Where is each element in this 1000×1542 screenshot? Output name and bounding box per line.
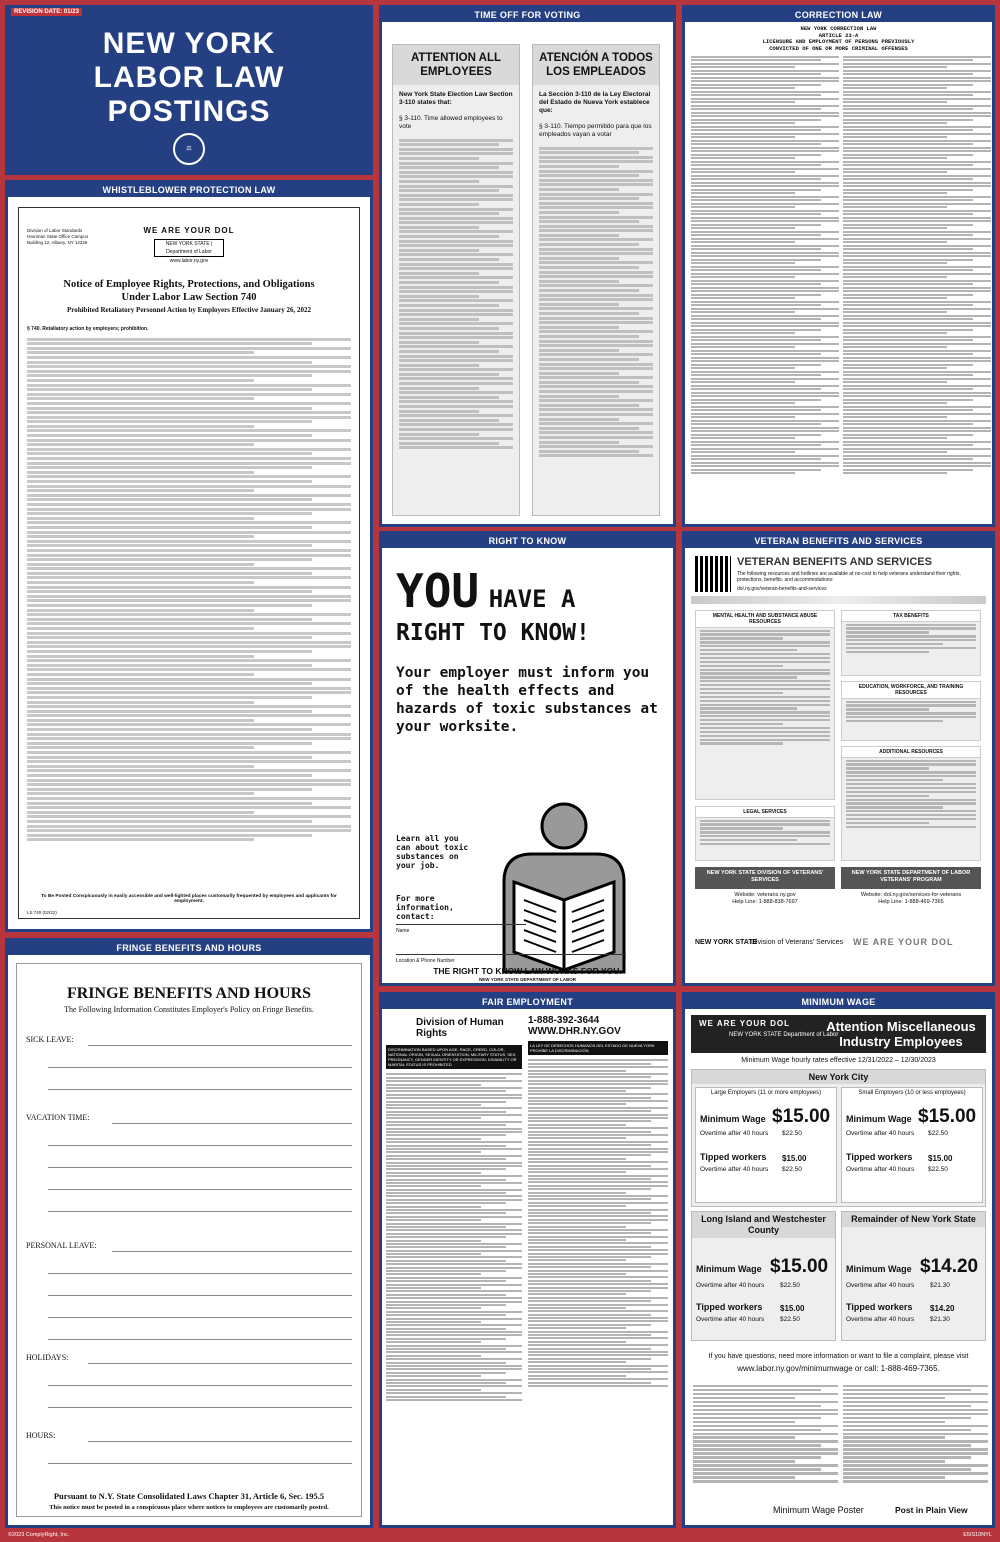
agency-address: Division of Labor Standards Harriman State Office Campus Building 12, Albany, NY 12226 (27, 228, 89, 245)
learn-text: Learn all you can about toxic substances on your job. (396, 834, 469, 870)
post-in-plain-view: Post in Plain View (895, 1505, 968, 1515)
fair-employment-spanish (528, 1013, 668, 1521)
right-to-know-law: THE RIGHT TO KNOW LAW WORKS FOR YOU. (433, 966, 622, 976)
dol-contact: Website: dol.ny.gov/services-for-veterans Help Line: 1-888-469-7365 (860, 892, 962, 905)
notice-body-text (27, 336, 351, 843)
questions-text: If you have questions, need more information or want to file a complaint, please visit (708, 1353, 969, 1360)
discrimination-box-es: LA LEY DE DERECHOS HUMANOS DEL ESTADO DE NUEVA YORK PROHÍBE LA DISCRIMINACIÓN (528, 1041, 668, 1055)
qr-code-icon (695, 556, 731, 592)
form-number: LS 740 (02/22) (27, 910, 57, 915)
minimum-wage-header: MINIMUM WAGE (685, 995, 992, 1009)
correction-law-panel (682, 5, 995, 527)
human-rights-logo: Division of Human Rights (416, 1017, 504, 1039)
voting-english-column: ATTENTION ALL EMPLOYEES New York State Election Law Section 3-110 states that: § 3-110. Time allowed employees to vote (392, 44, 520, 516)
whistleblower-header: WHISTLEBLOWER PROTECTION LAW (8, 183, 370, 197)
minimum-wage-poster-label: Minimum Wage Poster (773, 1505, 864, 1515)
flag-banner (691, 596, 986, 604)
voting-english-title: ATTENTION ALL EMPLOYEES (393, 45, 519, 85)
notice-footer: To Be Posted Conspicuously in easily accessible and well-lighted places customarily frequented by employees and applicants for employment. (41, 894, 337, 904)
revision-date: REVISION DATE: 01/23 (11, 8, 82, 16)
notice-title: Notice of Employee Rights, Protections, and Obligations Under Labor Law Section 740 Prohibited Retaliatory Personnel Action by Employers Effective January 26, 2022 (63, 279, 315, 314)
additional-resources-box: ADDITIONAL RESOURCES (841, 746, 981, 861)
minimum-wage-title: Attention Miscellaneous Industry Employees (826, 1019, 976, 1049)
voting-spanish-column: ATENCIÓN A TODOS LOS EMPLEADOS La Sección 3-110 de la Ley Electoral del Estado de Nueva York establece que: § 3-110. Tiempo permitido para que los empleados vayan a votar (532, 44, 660, 516)
minimum-wage-banner: WE ARE YOUR DOL NEW YORK STATE Department of Labor Attention Miscellaneous Industry Employees (691, 1015, 986, 1053)
fair-employment-panel (379, 992, 676, 1528)
you-have-a: YOU HAVE A (396, 564, 576, 618)
veterans-url: dol.ny.gov/veteran-benefits-and-services (737, 586, 827, 592)
effective-dates: Minimum Wage hourly rates effective 12/31/2022 – 12/30/2023 (741, 1057, 936, 1064)
veterans-header: VETERAN BENEFITS AND SERVICES (685, 534, 992, 548)
sick-leave-label: SICK LEAVE: (26, 1035, 74, 1044)
personal-leave-label: PERSONAL LEAVE: (26, 1241, 97, 1250)
fringe-benefits-panel (5, 938, 373, 1528)
nyc-small-employers: Small Employers (10 or less employees) Minimum Wage $15.00 Overtime after 40 hours $22.50 Tipped workers $15.00 Overtime after 40 hours $22.50 (841, 1087, 983, 1203)
section-heading: § 740. Retaliatory action by employers; prohibition. (27, 326, 149, 332)
fringe-subtitle: The Following Information Constitutes Employer's Policy on Fringe Benefits. (64, 1005, 314, 1014)
fair-employment-header: FAIR EMPLOYMENT (382, 995, 673, 1009)
holidays-label: HOLIDAYS: (26, 1353, 69, 1362)
nyc-large-employers: Large Employers (11 or more employees) Minimum Wage $15.00 Overtime after 40 hours $22.50 Tipped workers $15.00 Overtime after 40 hours $22.50 (695, 1087, 837, 1203)
education-box: EDUCATION, WORKFORCE, AND TRAINING RESOURCES (841, 681, 981, 741)
right-to-know-headline: RIGHT TO KNOW! (396, 620, 590, 646)
right-to-know-panel (379, 531, 676, 986)
legal-services-box: LEGAL SERVICES (695, 806, 835, 861)
minimum-wage-site: www.labor.ny.gov/minimumwage or call: 1-888-469-7365. (737, 1364, 940, 1373)
whistleblower-panel (5, 180, 373, 932)
page-title: NEW YORK LABOR LAW POSTINGS (93, 27, 285, 128)
dol-logo: WE ARE YOUR DOL NEW YORK STATE | Department of Labor www.labor.ny.gov (143, 226, 235, 264)
employer-must-inform: Your employer must inform you of the health effects and hazards of toxic substances at your worksite. (396, 665, 658, 735)
ny-state-logo: NEW YORK STATE (695, 939, 758, 946)
voting-spanish-title: ATENCIÓN A TODOS LOS EMPLEADOS (533, 45, 659, 85)
veterans-subtitle: The following resources and hotlines are available at no-cost to help veterans understand their rights, protections, benefits, and accommodations: (737, 571, 961, 583)
division-contact: Website: veterans.ny.gov Help Line: 1-888-838-7697 (732, 892, 798, 905)
correction-header: CORRECTION LAW (685, 8, 992, 22)
correction-title: NEW YORK CORRECTION LAW ARTICLE 23-A LICENSURE AND EMPLOYMENT OF PERSONS PREVIOUSLY CONVICTED OF ONE OR MORE CRIMINAL OFFENSES (762, 25, 915, 52)
fringe-header: FRINGE BENEFITS AND HOURS (8, 941, 370, 955)
vacation-label: VACATION TIME: (26, 1113, 90, 1122)
correction-text-right (843, 54, 991, 518)
we-are-your-dol: WE ARE YOUR DOL (853, 937, 954, 947)
minimum-wage-panel (682, 992, 995, 1528)
right-to-know-dept: NEW YORK STATE DEPARTMENT OF LABOR (479, 977, 576, 982)
attorney-approved-seal: ⚖ (173, 133, 205, 165)
voting-header: TIME OFF FOR VOTING (382, 8, 673, 22)
copyright: ©2023 ComplyRight, Inc. (8, 1532, 70, 1538)
dhr-url: WWW.DHR.NY.GOV (528, 1026, 621, 1037)
region-nyc: New York City (691, 1069, 986, 1207)
location-field-label: Location & Phone Number (396, 958, 455, 964)
voting-panel (379, 5, 676, 527)
title-panel (5, 5, 373, 175)
product-code: E5IS10NYL (963, 1532, 992, 1538)
veterans-panel (682, 531, 995, 986)
whistleblower-notice (18, 207, 360, 919)
discrimination-box-en: DISCRIMINATION BASED UPON AGE, RACE, CREED, COLOR, NATIONAL ORIGIN, SEXUAL ORIENTATION, MILITARY STATUS, SEX, PREGNANCY, GENDER IDENTITY OR EXPRESSION, DISABILITY OR MARITAL STATUS IS PROHIBITED (386, 1045, 522, 1069)
extra-pay-text (843, 1383, 988, 1484)
region-remainder-of-state: Remainder of New York State Minimum Wage $14.20 Overtime after 40 hours $21.30 Tipped workers $14.20 Overtime after 40 hours $21.30 (841, 1211, 986, 1341)
tax-benefits-box: TAX BENEFITS (841, 610, 981, 676)
dol-veterans-program-box: NEW YORK STATE DEPARTMENT OF LABOR VETERANS' PROGRAM (841, 867, 981, 889)
credits-allowances-text (693, 1383, 838, 1484)
hours-label: HOURS: (26, 1431, 56, 1440)
dhr-phone: 1-888-392-3644 (528, 1015, 600, 1026)
fair-employment-english (386, 1013, 522, 1521)
more-info-text: For more information, contact: (396, 894, 454, 921)
veterans-title: VETERAN BENEFITS AND SERVICES (737, 556, 932, 568)
mental-health-box: MENTAL HEALTH AND SUBSTANCE ABUSE RESOURCES (695, 610, 835, 800)
correction-text-left (691, 54, 839, 518)
fringe-title: FRINGE BENEFITS AND HOURS (66, 985, 312, 1002)
division-logo-text: Division of Veterans' Services (751, 939, 843, 946)
fringe-footer: Pursuant to N.Y. State Consolidated Laws Chapter 31, Article 6, Sec. 195.5 This notice must be posted in a conspicuous place where notices to employees are customarily posted. (49, 1491, 329, 1511)
name-field-label: Name (396, 928, 410, 934)
region-long-island: Long Island and Westchester County Minimum Wage $15.00 Overtime after 40 hours $22.50 Tipped workers $15.00 Overtime after 40 hours $22.50 (691, 1211, 836, 1341)
right-to-know-header: RIGHT TO KNOW (382, 534, 673, 548)
division-veterans-box: NEW YORK STATE DIVISION OF VETERANS' SERVICES (695, 867, 835, 889)
